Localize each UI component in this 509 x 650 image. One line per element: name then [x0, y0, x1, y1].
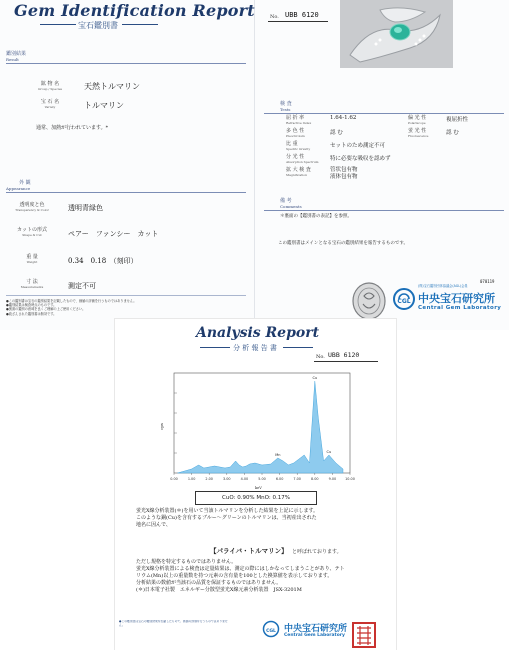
lab-name: 中央宝石研究所: [418, 292, 495, 305]
test-label: 分 光 性: [286, 154, 305, 160]
test-label-en: Fluorescence: [408, 134, 429, 138]
treatment-note: 通常、加熱が行われています。*: [36, 125, 109, 131]
lab-name-en: Central Gem Laboratory: [418, 305, 502, 311]
composition-legend: CuO: 0.90% MnO: 0.17%: [195, 491, 317, 505]
analysis-line-1: 蛍光X線分析装置(＊)を用いて当該トルマリンを分析した結果を上記に示します。: [136, 508, 319, 514]
test-label: 多 色 性: [286, 128, 305, 134]
test-label: 蛍 光 性: [408, 128, 427, 134]
test-row-fluor: [408, 128, 444, 141]
comments-value: ＊裏面の【鑑別書の表記】を参照。: [280, 214, 352, 219]
test-value-polar: 複屈折性: [446, 117, 469, 123]
footnotes: [6, 299, 246, 316]
analysis-report-no: UBB 6120: [328, 351, 360, 359]
test-label-en: Absorption Spectrum: [286, 160, 319, 164]
test-value-ri: 1.64-1.62: [330, 115, 357, 121]
chart-border: [174, 373, 350, 473]
report-no-underline: [268, 21, 328, 22]
analysis-line-8: (＊)日本電子社製 エネルギー分散型蛍光X線元素分析装置 JSX-3201M: [136, 587, 302, 593]
variety-label: 宝 石 名: [40, 99, 60, 105]
test-value-sg: セットのため測定不可: [330, 143, 386, 149]
svg-text:CGL: CGL: [397, 298, 411, 305]
analysis-title: Analysis Report: [196, 325, 320, 341]
appearance-heading-en: Appearance: [6, 186, 31, 191]
footnote-2: ●鑑別結果は検査時点のものです。: [6, 303, 57, 308]
shape-label: カットの形式: [17, 227, 47, 233]
peak-label: Cu: [326, 450, 332, 454]
color-value: 透明青緑色: [68, 204, 103, 212]
cgl-logo-icon-bottom: [262, 620, 280, 638]
chart-ylabel: cps: [158, 423, 164, 430]
chart-frame: [174, 373, 350, 473]
test-label-en: Pleochroism: [286, 134, 305, 138]
cgl-logo-icon: [392, 287, 416, 311]
appearance-divider: [6, 192, 246, 193]
footnote-4: ●改ざんされた鑑別書は無効です。: [6, 311, 57, 316]
right-tests-labels: [408, 115, 444, 141]
test-label-en: Polariscope: [408, 121, 426, 125]
ring-image: [340, 0, 453, 68]
species-label: 鉱 物 名: [40, 81, 60, 87]
color-label-en: Transparency & Color: [15, 208, 49, 212]
analysis-subtitle-rule-right: [283, 347, 313, 348]
footnote-divider: [6, 295, 246, 296]
analysis-line-4: ただし規格を特定するものではありません。: [136, 559, 237, 565]
tests-heading-en: Tests: [280, 107, 291, 112]
tests-values: [330, 115, 391, 181]
embossed-seal-icon: [352, 282, 386, 320]
test-value-pleo: 認 む: [330, 130, 343, 136]
x-tick-label: 8.00: [311, 477, 319, 481]
analysis-line-2: このような銅(Cu)を含有するブルー〜グリーンのトルマリンは、当初産出された: [136, 515, 317, 521]
x-tick-label: 4.00: [240, 477, 249, 481]
x-tick-label: 10.00: [345, 477, 355, 481]
measurements-label-en: Measurements: [20, 285, 44, 289]
analysis-line-7: 分析結果の数値が当該石の品質を保証するものではありません。: [136, 580, 282, 586]
test-value-spec: 特に必要な吸収を認めず: [330, 156, 391, 162]
right-tests-values: [446, 115, 468, 141]
shape-label-en: Shape & Cut: [22, 233, 42, 237]
test-row-polar: [408, 115, 444, 128]
weight-value: 0.34 0.18 （刻印）: [68, 257, 138, 265]
result-heading-en: Result: [6, 57, 19, 62]
red-stamp-icon: [352, 622, 376, 648]
test-label: 比 重: [286, 141, 298, 147]
spectrum-chart: [160, 365, 360, 487]
paraiba-after: と呼ばれております。: [292, 549, 342, 555]
test-value-mag: 管状包有物: [330, 167, 358, 173]
comments-divider: [264, 210, 504, 211]
tests-heading: 検 査: [280, 101, 292, 107]
color-label: 透明度と色: [19, 202, 45, 208]
test-value-mag-extra: 液体包有物: [330, 174, 358, 180]
peak-label: Mn: [275, 453, 281, 457]
x-tick-label: 1.00: [187, 477, 196, 481]
test-label: 屈 折 率: [286, 115, 305, 121]
report-no-label: No.: [270, 14, 279, 20]
lab-name-bottom: 中央宝石研究所: [284, 624, 348, 634]
analysis-footer-note: ●この鑑別書は宝石の鑑別結果を記載したもので、価値の評価を行うものではありません。: [119, 620, 228, 627]
test-label-en: Specific Gravity: [286, 147, 311, 151]
report-no: UBB 6120: [285, 11, 319, 19]
analysis-subtitle: 分 析 報 告 書: [233, 344, 277, 352]
gemstone-photo: [340, 0, 453, 68]
tests-divider: [264, 113, 504, 114]
x-tick-label: 9.00: [328, 477, 337, 481]
analysis-subtitle-rule-left: [200, 347, 230, 348]
analysis-line-6: リウム(Mn)以上の重量数を持つ元素の含有量を100とした換算値を表示しております。: [136, 573, 333, 579]
species-label-en: Group / Species: [37, 87, 63, 91]
peak-label: Cu: [312, 376, 318, 380]
chart-x-ticks: [170, 473, 355, 481]
x-tick-label: 5.00: [258, 477, 266, 481]
chart-xlabel: keV: [255, 486, 262, 490]
analysis-no-label: No.: [316, 354, 325, 360]
result-divider: [6, 63, 246, 64]
test-label-en: Magnification: [286, 173, 308, 177]
variety-label-en: Variety: [44, 105, 56, 109]
test-label: 拡 大 検 査: [286, 167, 311, 173]
test-label: 偏 光 性: [408, 115, 427, 121]
report-subtitle: 宝石鑑別書: [78, 21, 118, 30]
analysis-body: [136, 508, 376, 529]
test-label-en: Refractive Index: [286, 121, 312, 125]
x-tick-label: 6.00: [275, 477, 284, 481]
test-value-fluor: 認 む: [446, 130, 459, 136]
x-tick-label: 3.00: [223, 477, 231, 481]
report-title: Gem Identification Report: [14, 1, 255, 20]
x-tick-label: 7.00: [293, 477, 301, 481]
appearance-heading: 外 観: [19, 180, 31, 186]
paraiba-name: 【パライバ・トルマリン】: [210, 547, 288, 555]
footnote-1: ●この鑑別書は宝石の鑑別結果を記載したもので、価値の評価を行うものではありません。: [6, 299, 137, 303]
subtitle-rule-right: [122, 24, 158, 25]
lab-affiliation: (株)宝石鑑別団体協議会(AGL)会員: [418, 284, 468, 288]
svg-text:CGL: CGL: [266, 629, 276, 634]
serial-number: 070119: [480, 279, 495, 284]
subtitle-rule-left: [40, 24, 76, 25]
footnote-3: ●裏面の鑑別の意味を良くご理解の上ご使用ください。: [6, 307, 86, 312]
weight-label-en: Weight: [26, 260, 38, 264]
variety-value: トルマリン: [84, 101, 124, 110]
page-fold: [254, 0, 255, 330]
footer-note: この鑑別書はメインとなる宝石の鑑別結果を報告するものです。: [278, 241, 409, 246]
analysis-no-underline: [314, 361, 378, 362]
analysis-body-2: [136, 559, 376, 594]
x-tick-label: 2.00: [205, 477, 213, 481]
comments-heading: 備 考: [280, 198, 292, 204]
species-value: 天然トルマリン: [84, 82, 140, 91]
shape-value: ペアー ファンシー カット: [68, 230, 159, 238]
weight-label: 重 量: [26, 254, 38, 260]
result-heading: 鑑別結果: [6, 51, 27, 57]
x-tick-label: 0.00: [170, 477, 178, 481]
analysis-line-5: 蛍光X線分析装置による検査は定量結果は、測定の際にはしかなってしまうことがあり、テト: [136, 566, 345, 572]
measurements-label: 寸 法: [26, 279, 38, 285]
lab-name-en-bottom: Central Gem Laboratory: [284, 633, 345, 638]
analysis-line-3: 地名に因んで、: [136, 522, 171, 528]
comments-heading-en: Comments: [280, 204, 302, 209]
measurements-value: 測定不可: [68, 282, 96, 290]
